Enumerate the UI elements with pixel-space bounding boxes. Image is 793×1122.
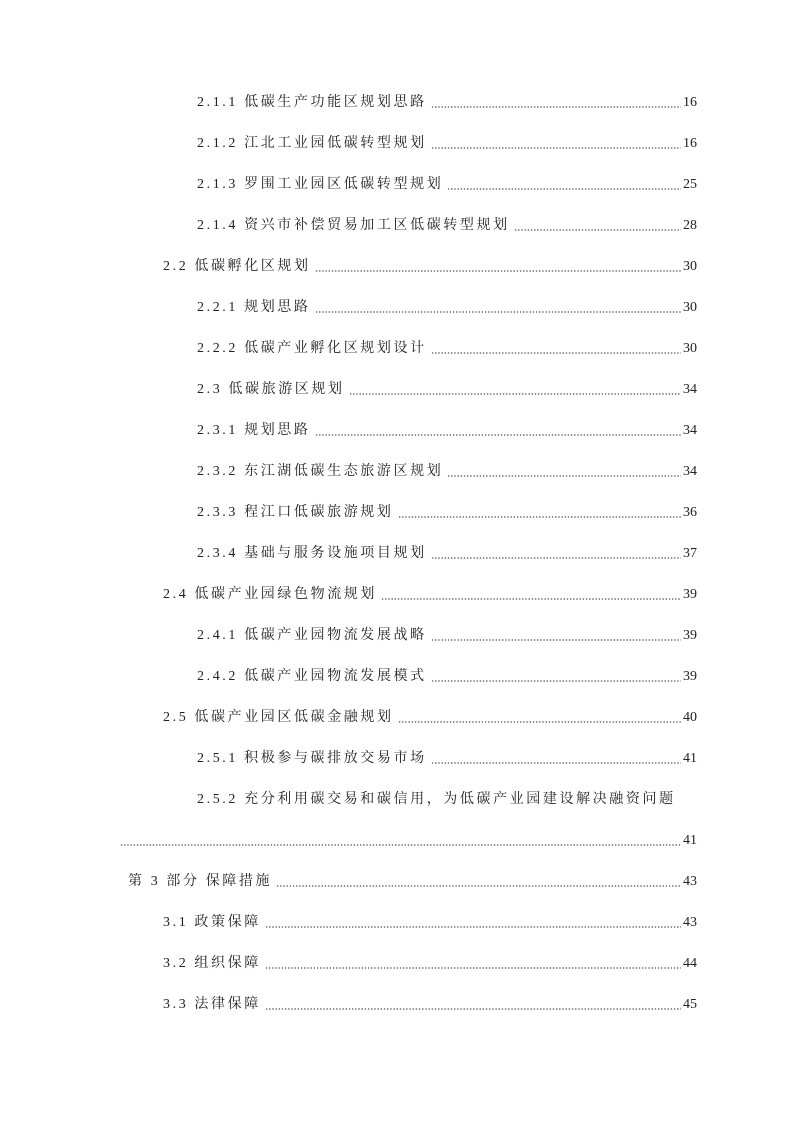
dot-leader — [315, 311, 682, 313]
dot-leader — [514, 229, 681, 231]
toc-entry-page: 30 — [683, 341, 697, 356]
toc-entry-page: 34 — [683, 464, 697, 479]
toc-entry-page: 43 — [683, 874, 697, 889]
dot-leader — [265, 967, 681, 969]
dot-leader — [431, 147, 681, 149]
toc-entry-title: 3.3 法律保障 — [163, 997, 261, 1012]
toc-entry[interactable] — [197, 503, 697, 523]
toc-entry-title: 2.4.1 低碳产业园物流发展战略 — [197, 628, 427, 643]
toc-entry-title: 2.3.4 基础与服务设施项目规划 — [197, 546, 427, 561]
dot-leader — [315, 434, 682, 436]
toc-entry[interactable] — [197, 93, 697, 113]
toc-entry-page: 30 — [683, 300, 697, 315]
toc-entry[interactable] — [163, 585, 697, 605]
dot-leader — [315, 270, 681, 272]
dot-leader — [431, 106, 681, 108]
toc-entry[interactable] — [197, 749, 697, 769]
toc-entry[interactable] — [163, 913, 697, 933]
toc-entry-title: 2.5.2 充分利用碳交易和碳信用，为低碳产业园建设解决融资问题 — [197, 792, 676, 807]
dot-leader — [349, 393, 681, 395]
toc-entry-page: 37 — [683, 546, 697, 561]
toc-entry-page: 34 — [683, 423, 697, 438]
toc-entry-title: 2.1.1 低碳生产功能区规划思路 — [197, 95, 427, 110]
toc-entry[interactable] — [197, 175, 697, 195]
toc-entry-page: 16 — [683, 136, 697, 151]
dot-leader — [381, 598, 681, 600]
toc-entry-page: 44 — [683, 956, 697, 971]
toc-entry-title: 2.1.2 江北工业园低碳转型规划 — [197, 136, 427, 151]
toc-entry-title: 3.2 组织保障 — [163, 956, 261, 971]
dot-leader — [431, 762, 681, 764]
toc-entry-title: 2.3.1 规划思路 — [197, 423, 311, 438]
toc-entry-page: 43 — [683, 915, 697, 930]
toc-entry-page: 25 — [683, 177, 697, 192]
toc-entry[interactable] — [128, 872, 697, 892]
toc-entry[interactable] — [197, 667, 697, 687]
dot-leader — [120, 844, 681, 846]
toc-entry-title: 2.5 低碳产业园区低碳金融规划 — [163, 710, 394, 725]
dot-leader — [447, 475, 681, 477]
toc-entry-page: 34 — [683, 382, 697, 397]
dot-leader — [265, 926, 681, 928]
dot-leader — [431, 557, 681, 559]
dot-leader — [398, 721, 681, 723]
dot-leader — [265, 1008, 681, 1010]
toc-entry[interactable] — [197, 339, 697, 359]
toc-entry-page: 41 — [683, 751, 697, 766]
dot-leader — [431, 352, 681, 354]
toc-entry-page: 30 — [683, 259, 697, 274]
toc-entry[interactable] — [197, 544, 697, 564]
toc-entry-title: 2.1.3 罗围工业园区低碳转型规划 — [197, 177, 444, 192]
dot-leader — [431, 680, 681, 682]
toc-entry[interactable] — [197, 626, 697, 646]
toc-entry-page: 45 — [683, 997, 697, 1012]
toc-entry-title: 2.2.2 低碳产业孵化区规划设计 — [197, 341, 427, 356]
toc-entry-title: 2.3 低碳旅游区规划 — [197, 382, 345, 397]
toc-entry[interactable] — [197, 298, 697, 318]
toc-entry-title: 3.1 政策保障 — [163, 915, 261, 930]
toc-entry-title: 第 3 部分 保障措施 — [128, 874, 273, 889]
toc-entry[interactable] — [120, 831, 697, 851]
dot-leader — [398, 516, 682, 518]
dot-leader — [447, 188, 681, 190]
toc-entry[interactable] — [163, 954, 697, 974]
dot-leader — [431, 639, 681, 641]
toc-entry-page: 36 — [683, 505, 697, 520]
toc-entry[interactable] — [197, 462, 697, 482]
toc-entry-page: 39 — [683, 628, 697, 643]
toc-entry-title: 2.5.1 积极参与碳排放交易市场 — [197, 751, 427, 766]
toc-entry[interactable] — [163, 995, 697, 1015]
toc-entry-title: 2.1.4 资兴市补偿贸易加工区低碳转型规划 — [197, 218, 510, 233]
toc-entry[interactable] — [163, 708, 697, 728]
toc-entry-title: 2.4.2 低碳产业园物流发展模式 — [197, 669, 427, 684]
toc-entry-title: 2.3.3 程江口低碳旅游规划 — [197, 505, 394, 520]
toc-entry-page: 28 — [683, 218, 697, 233]
toc-entry[interactable] — [197, 216, 697, 236]
toc-entry[interactable] — [197, 790, 697, 810]
toc-entry-title: 2.2.1 规划思路 — [197, 300, 311, 315]
dot-leader — [276, 885, 681, 887]
toc-entry[interactable] — [163, 257, 697, 277]
toc-entry-title: 2.4 低碳产业园绿色物流规划 — [163, 587, 377, 602]
toc-entry[interactable] — [197, 380, 697, 400]
toc-entry-page: 41 — [683, 833, 697, 848]
toc-entry[interactable] — [197, 134, 697, 154]
toc-entry-page: 39 — [683, 669, 697, 684]
toc-entry-title: 2.2 低碳孵化区规划 — [163, 259, 311, 274]
toc-entry-page: 39 — [683, 587, 697, 602]
toc-entry[interactable] — [197, 421, 697, 441]
toc-entry-page: 16 — [683, 95, 697, 110]
toc-entry-title: 2.3.2 东江湖低碳生态旅游区规划 — [197, 464, 444, 479]
toc-entry-page: 40 — [683, 710, 697, 725]
